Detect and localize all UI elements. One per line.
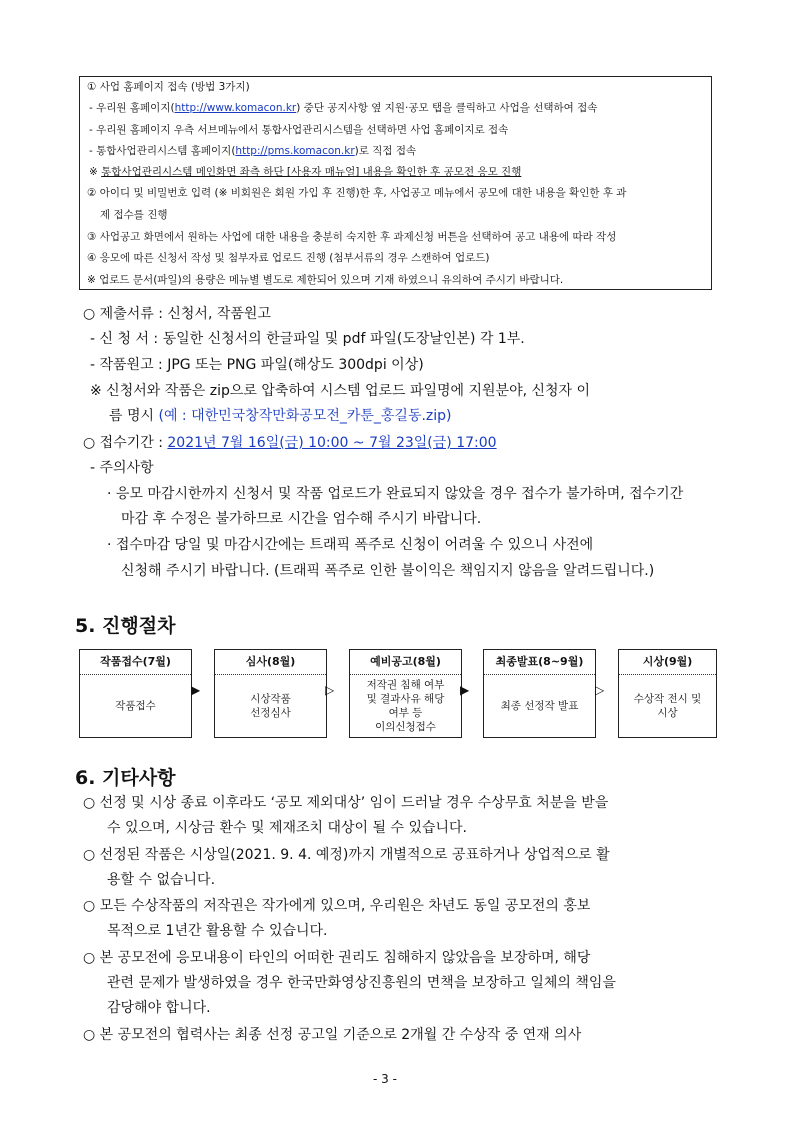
section-5-title: 5. 진행절차: [75, 615, 176, 637]
page-number: - 3 -: [373, 1072, 397, 1086]
note-2a: ○ 선정된 작품은 시상일(2021. 9. 4. 예정)까지 개별적으로 공표하거나 상업적으로 활: [83, 847, 610, 863]
step-body: 시상작품 선정심사: [250, 693, 291, 719]
arrow-outline-icon: ▷: [595, 683, 605, 697]
note-2b: 용할 수 없습니다.: [107, 872, 216, 888]
step-title: 최종발표(8~9월): [484, 650, 595, 675]
note-5a: ○ 본 공모전의 협력사는 최종 선정 공고일 기준으로 2개월 간 수상작 중 연재 의사: [83, 1027, 582, 1043]
step-body: 최종 선정작 발표: [500, 700, 579, 712]
note-3b: 목적으로 1년간 활용할 수 있습니다.: [107, 923, 328, 939]
method-2: - 우리원 홈페이지 우측 서브메뉴에서 통합사업관리시스템을 선택하면 사업 홈페이지로 접속: [89, 124, 509, 136]
process-step-1: [79, 649, 192, 738]
manual-note: ※ 통합사업관리시스템 메인화면 좌측 하단 [사용자 매뉴얼] 내용을 확인한 후 공모전 응모 진행: [89, 166, 522, 178]
step-4: ④ 응모에 따른 신청서 작성 및 첨부자료 업로드 진행 (첨부서류의 경우 스캔하여 업로드): [87, 252, 490, 264]
caution-heading: - 주의사항: [90, 460, 154, 476]
section-6-title: 6. 기타사항: [75, 767, 176, 789]
upload-note: ※ 업로드 문서(파일)의 용량은 메뉴별 별도로 제한되어 있으며 기재 하였으니 유의하여 주시기 바랍니다.: [87, 274, 564, 286]
process-step-2: [214, 649, 327, 738]
filename-example: (예 : 대한민국창작만화공모전_카툰_홍길동.zip): [158, 408, 452, 424]
note-4a: ○ 본 공모전에 응모내용이 타인의 어떠한 권리도 침해하지 않았음을 보장하며, 해당: [83, 950, 591, 966]
step-title: 작품접수(7월): [80, 650, 191, 675]
caution-1b: 마감 후 수정은 불가하므로 시간을 엄수해 주시기 바랍니다.: [121, 511, 482, 527]
step-title: 예비공고(8월): [350, 650, 461, 675]
zip-note-1: ※ 신청서와 작품은 zip으로 압축하여 시스템 업로드 파일명에 지원분야, 신청자 이: [90, 383, 591, 399]
submission-docs: ○ 제출서류 : 신청서, 작품원고: [83, 306, 271, 322]
pms-link[interactable]: http://pms.komacon.kr: [235, 145, 355, 157]
zip-note-2: 름 명시 (예 : 대한민국창작만화공모전_카툰_홍길동.zip): [109, 408, 452, 424]
komacon-link[interactable]: http://www.komacon.kr: [174, 102, 297, 114]
caution-2b: 신청해 주시기 바랍니다. (트래픽 폭주로 인한 불이익은 책임지지 않음을 알려드립니다.): [121, 563, 655, 579]
step-body: 저작권 침해 여부 및 결과사유 해당 여부 등 이의신청접수: [366, 679, 445, 733]
step-2-line-1: ② 아이디 및 비밀번호 입력 (※ 비회원은 회원 가입 후 진행)한 후, 사업공고 메뉴에서 공모에 대한 내용을 확인한 후 과: [87, 187, 627, 199]
step-3: ③ 사업공고 화면에서 원하는 사업에 대한 내용을 충분히 숙지한 후 과제신청 버튼을 선택하여 공고 내용에 따라 작성: [87, 231, 617, 243]
step-1-heading: ① 사업 홈페이지 접속 (방법 3가지): [87, 81, 250, 93]
note-3a: ○ 모든 수상작품의 저작권은 작가에게 있으며, 우리원은 차년도 동일 공모전의 홍보: [83, 898, 591, 914]
note-1b: 수 있으며, 시상금 환수 및 제재조치 대상이 될 수 있습니다.: [107, 820, 468, 836]
process-step-3: [349, 649, 462, 738]
method-3: - 통합사업관리시스템 홈페이지(http://pms.komacon.kr)로 직접 접속: [89, 145, 417, 157]
instruction-box: [79, 76, 712, 290]
step-body: 작품접수: [115, 700, 156, 712]
process-step-5: [618, 649, 717, 738]
artwork-format: - 작품원고 : JPG 또는 PNG 파일(해상도 300dpi 이상): [90, 357, 424, 373]
application-form: - 신 청 서 : 동일한 신청서의 한글파일 및 pdf 파일(도장날인본) 각 1부.: [90, 331, 525, 347]
step-title: 시상(9월): [619, 650, 716, 675]
caution-2a: · 접수마감 당일 및 마감시간에는 트래픽 폭주로 신청이 어려울 수 있으니 사전에: [107, 537, 594, 553]
method-1: - 우리원 홈페이지(http://www.komacon.kr) 중단 공지사항 옆 지원·공모 탭을 클릭하고 사업을 선택하여 접속: [89, 102, 598, 114]
arrow-outline-icon: ▷: [325, 683, 335, 697]
note-4b: 관련 문제가 발생하였을 경우 한국만화영상진흥원의 면책을 보장하고 일체의 책임을: [107, 975, 616, 991]
note-4c: 감당해야 합니다.: [107, 1000, 211, 1016]
step-title: 심사(8월): [215, 650, 326, 675]
caution-1a: · 응모 마감시한까지 신청서 및 작품 업로드가 완료되지 않았을 경우 접수가 불가하며, 접수기간: [107, 486, 684, 502]
step-2-line-2: 제 접수를 진행: [100, 209, 168, 221]
note-1a: ○ 선정 및 시상 종료 이후라도 ‘공모 제외대상’ 임이 드러날 경우 수상무효 처분을 받을: [83, 795, 609, 811]
arrow-filled-icon: ▶: [191, 683, 201, 697]
arrow-filled-icon: ▶: [460, 683, 470, 697]
period-value: 2021년 7월 16일(금) 10:00 ~ 7월 23일(금) 17:00: [167, 435, 497, 451]
process-step-4: [483, 649, 596, 738]
step-body: 수상작 전시 및 시상: [633, 693, 702, 719]
submission-period: ○ 접수기간 : 2021년 7월 16일(금) 10:00 ~ 7월 23일(금) 17:00: [83, 435, 497, 451]
